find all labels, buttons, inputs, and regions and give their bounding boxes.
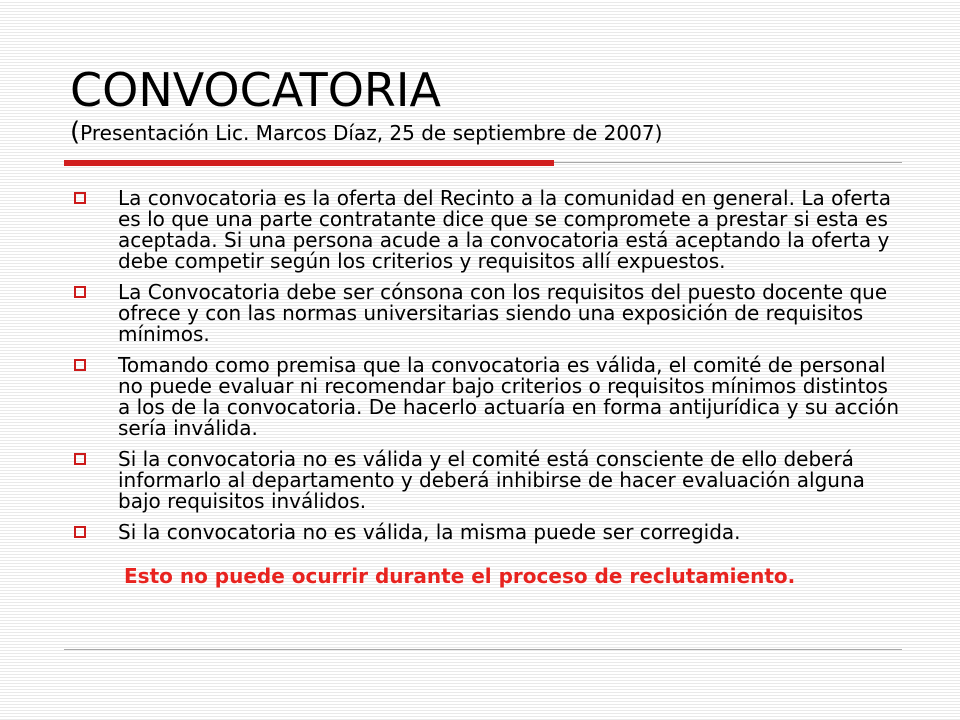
bullet-text: La Convocatoria debe ser cónsona con los requisitos del puesto docente que ofrece y con las normas universitarias siendo una exposición de requisitos mínimos. (118, 280, 888, 346)
bullet-text: Si la convocatoria no es válida y el comité está consciente de ello deberá informarlo al departamento y deberá inhibirse de hacer evaluación alguna bajo requisitos inválidos. (118, 447, 865, 513)
bullet-text: Si la convocatoria no es válida, la misma puede ser corregida. (118, 520, 741, 544)
bullet-text: La convocatoria es la oferta del Recinto a la comunidad en general. La oferta es lo que una parte contratante dice que se compromete a prestar si esta es aceptada. Si una persona acude a la convocatoria está aceptando la oferta y debe competir según los criterios y requisitos allí expuestos. (118, 186, 891, 273)
slide-subtitle (70, 118, 930, 147)
bullet-item (72, 355, 902, 439)
bullet-item (72, 188, 902, 272)
closing-note: Esto no puede ocurrir durante el proceso de reclutamiento. (124, 564, 796, 588)
hollow-square-bullet-icon (74, 526, 86, 538)
hollow-square-bullet-icon (74, 453, 86, 465)
hollow-square-bullet-icon (74, 192, 86, 204)
slide-title: CONVOCATORIA (70, 63, 441, 117)
subtitle-text: Presentación Lic. Marcos Díaz, 25 de septiembre de 2007 (80, 121, 655, 145)
footer-divider-line (64, 649, 902, 650)
hollow-square-bullet-icon (74, 359, 86, 371)
title-accent-bar (64, 160, 554, 166)
subtitle-open-paren: ( (70, 117, 81, 147)
bullet-list (72, 188, 902, 553)
bullet-text: Tomando como premisa que la convocatoria es válida, el comité de personal no puede evaluar ni recomendar bajo criterios o requisitos mínimos distintos a los de la convocatoria. De hacerlo actuaría en forma antijurídica y su acción sería inválida. (118, 353, 900, 440)
bullet-item (72, 282, 902, 345)
title-block (70, 62, 930, 147)
subtitle-close-paren: ) (654, 121, 663, 145)
bullet-item (72, 449, 902, 512)
bullet-item (72, 522, 902, 543)
hollow-square-bullet-icon (74, 286, 86, 298)
